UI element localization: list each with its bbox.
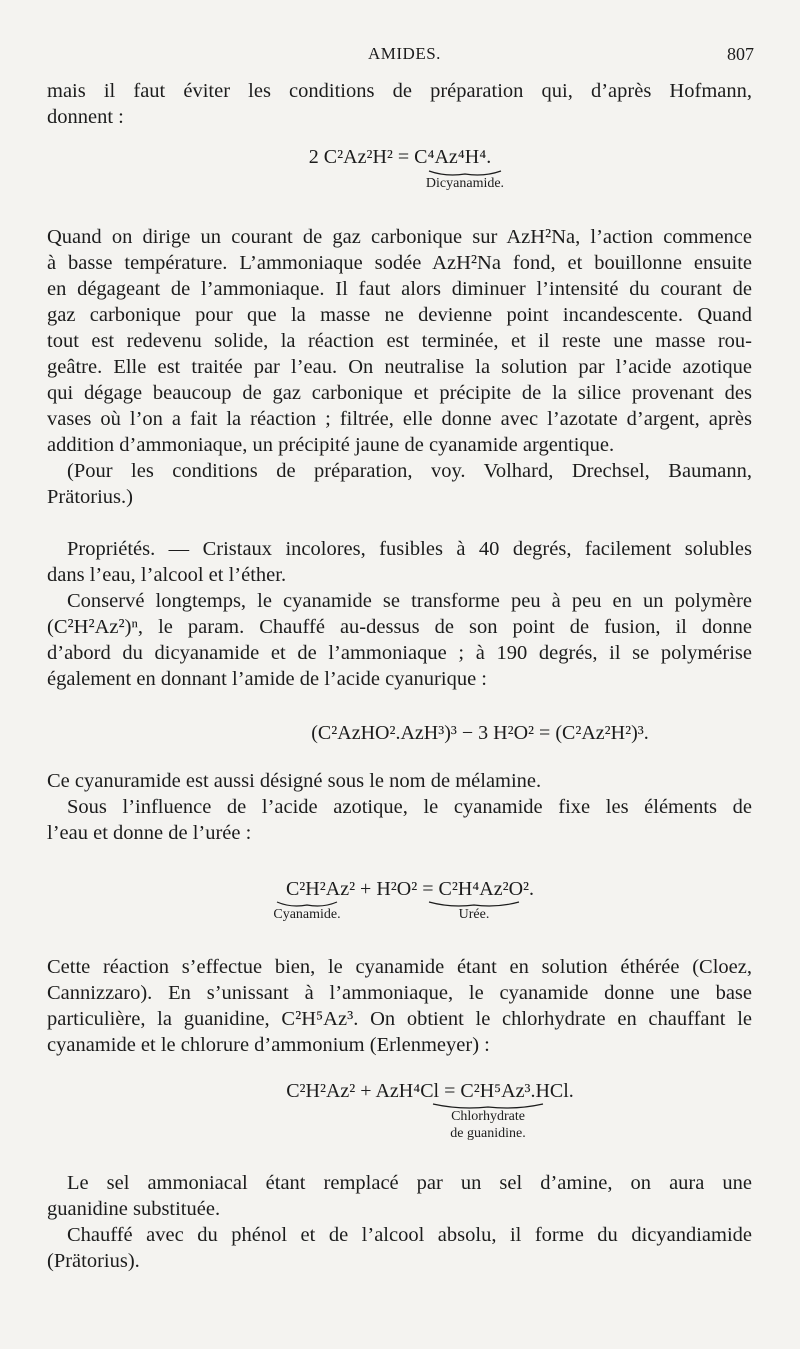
text-line: Prätorius.) (47, 486, 133, 508)
text-line: Propriétés. — Cristaux incolores, fusibles à 40 degrés, facilement solubles (67, 538, 752, 560)
text-line: geâtre. Elle est traitée par l’eau. On neutralise la solution par l’acide azotique (47, 356, 752, 378)
text-line: addition d’ammoniaque, un précipité jaune de cyanamide argentique. (47, 434, 615, 456)
text-line: également en donnant l’amide de l’acide cyanurique : (47, 668, 487, 690)
formula-guanidine: C²H²Az² + AzH⁴Cl = C²H⁵Az³.HCl. (286, 1080, 574, 1102)
caption-uree: Urée. (458, 907, 490, 922)
text-line: cyanamide et le chlorure d’ammonium (Erlenmeyer) : (47, 1034, 490, 1056)
text-line: guanidine substituée. (47, 1198, 221, 1220)
text-line: Chauffé avec du phénol et de l’alcool absolu, il forme du dicyandiamide (67, 1224, 752, 1246)
caption-chlorhydrate: Chlorhydrate (451, 1109, 525, 1124)
text-line: donnent : (47, 106, 124, 128)
caption-chlorhydrate-guanidine: de guanidine. (450, 1126, 526, 1141)
text-line: Cannizzaro). En s’unissant à l’ammoniaque, le cyanamide donne une base (47, 982, 752, 1004)
text-line: Le sel ammoniacal étant remplacé par un sel d’amine, on aura une (67, 1172, 752, 1194)
formula-dicyanamide: 2 C²Az²H² = C⁴Az⁴H⁴. (308, 146, 492, 168)
text-line: mais il faut éviter les conditions de préparation qui, d’après Hofmann, (47, 80, 752, 102)
text-line: d’abord du dicyanamide et de l’ammoniaque ; à 190 degrés, il se polymérise (47, 642, 752, 664)
text-line: Quand on dirige un courant de gaz carbonique sur AzH²Na, l’action commence (47, 226, 752, 248)
text-line: à basse température. L’ammoniaque sodée AzH²Na fond, et bouillonne ensuite (47, 252, 752, 274)
text-line: particulière, la guanidine, C²H⁵Az³. On obtient le chlorhydrate en chauffant le (47, 1008, 752, 1030)
text-line: tout est redevenu solide, la réaction est terminée, et il reste une masse rou- (47, 330, 752, 352)
text-line: vases où l’on a fait la réaction ; filtrée, elle donne avec l’azotate d’argent, après (47, 408, 752, 430)
text-line: l’eau et donne de l’urée : (47, 822, 252, 844)
page-number: 807 (727, 44, 754, 64)
text-line: dans l’eau, l’alcool et l’éther. (47, 564, 287, 586)
text-line: Sous l’influence de l’acide azotique, le cyanamide fixe les éléments de (67, 796, 752, 818)
text-line: Cette réaction s’effectue bien, le cyanamide étant en solution éthérée (Cloez, (47, 956, 752, 978)
text-line: Ce cyanuramide est aussi désigné sous le nom de mélamine. (47, 770, 542, 792)
caption-dicyanamide: Dicyanamide. (425, 176, 505, 191)
text-line: (C²H²Az²)ⁿ, le param. Chauffé au-dessus de son point de fusion, il donne (47, 616, 752, 638)
text-line: qui dégage beaucoup de gaz carbonique et précipite de la silice provenant des (47, 382, 752, 404)
text-line: gaz carbonique pour que la masse ne devienne point incandescente. Quand (47, 304, 752, 326)
text-line: Conservé longtemps, le cyanamide se transforme peu à peu en un polymère (67, 590, 752, 612)
caption-cyanamide: Cyanamide. (273, 907, 341, 922)
running-head: AMIDES. (368, 44, 441, 63)
formula-uree: C²H²Az² + H²O² = C²H⁴Az²O². (285, 878, 535, 900)
text-line: en dégageant de l’ammoniaque. Il faut alors diminuer l’intensité du courant de (47, 278, 752, 300)
text-line: (Pour les conditions de préparation, voy. Volhard, Drechsel, Baumann, (67, 460, 752, 482)
text-line: (Prätorius). (47, 1250, 140, 1272)
page-header (0, 44, 800, 68)
formula-cyanuramide: (C²AzHO².AzH³)³ − 3 H²O² = (C²Az²H²)³. (311, 722, 649, 744)
